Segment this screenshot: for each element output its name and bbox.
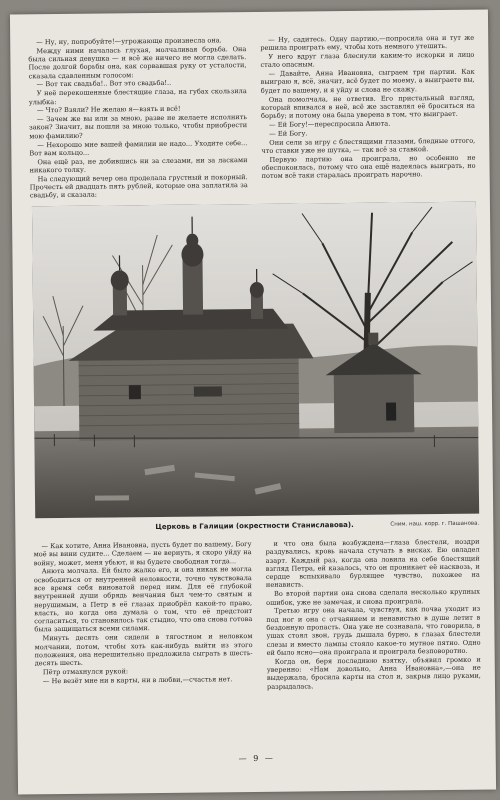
paragraph: Первую партию она проиграла, но особенно не обеспокоилась, потому что она ещё надеялась выиграть, но потом всё таки старалась проиграть нарочно.: [261, 153, 476, 181]
paragraph: Анюта молчала. Ей было жалко его, и она никак не могла освободиться от внутренней неловкости, точно чувствовала все время себя виноватой перед ним. Для её глубокой внутренней души обрядь венчания был чем-то святым и нерушимым, а Петр в её глазах приобрёл какой-то право, власть, но когда она думала о том, что её предстоит согласиться, то становилось так стыдно, что она снова готова была защищаться всеми силами.: [33, 565, 253, 634]
paragraph: — Ну, садитесь. Одну партию,—попросила она и тут же решила проиграть ему, чтобы хоть немного утешить.: [260, 33, 475, 53]
paragraph: — Как хотите, Анна Ивановна, пусть будет по вашему, Богу моё вы вини судите... Сделаем — не вернуть, я скоро уйду на войну, может, меня убьют, и вы будете свободная тогда...: [33, 540, 252, 567]
paragraph: На следующий вечер она проделала грустный и покорный. Прочесть ей двадцать пять рублей, которые она заплатила за свадьбу, и сказала:: [29, 172, 248, 200]
paragraph: — Что? Взяли? Не желаю я—взять и всё!: [36, 105, 181, 115]
caption-credit: Сним. наш. корр. г. Пашанова.: [390, 520, 480, 528]
paragraph: У неё перекошенные блестящие глаза, на губах скользила улыбка:: [28, 87, 247, 106]
text-column-bottom-left: [33, 540, 252, 686]
paragraph: — Не везёт мне ни в карты, ни в любви,—счастья нет.: [42, 674, 233, 685]
paragraph: — Давайте, Анна Ивановна, сыграем три партии. Как выиграю я, всё, значит, всё будет по моему, а выиграете вы, будет по вашему, и я уйду и слова не скажу.: [260, 67, 475, 95]
paragraph: Третью игру она начала, чувствуя, как почва уходит из под ног и она с отчаянием и ненавистью в душе летит в бездонную пропасть. Она уже не сознавала, что говорила, в ушах стоял звон, грудь дышала бурно, в глазах блестели слезы и вместо лампы стояло какое-то мутное пятно. Одно ей было ясно—она проиграла и проиграла безповоротно.: [266, 605, 481, 657]
paragraph: — Ей Богу!—переспросила Анюта.: [269, 119, 391, 129]
church-photo-illustration: [32, 202, 479, 519]
paragraph: Она помолчала, не ответив. Его пристальный взгляд, который впивался в неё, всё же заставлял её броситься на борьбу; и потому она была уверена в том, что выиграет.: [260, 93, 475, 121]
page-number: — 9 —: [238, 753, 275, 764]
text-column-top-left: [28, 36, 248, 200]
text-column-top-right: [260, 34, 476, 181]
photo-caption: [35, 519, 479, 536]
text-column-bottom-right: [265, 538, 481, 692]
paragraph: — Вот так свадьба!.. Вот это свадьба!..: [36, 79, 172, 89]
paragraph: и что она была возбуждена—глаза блестели, ноздри раздувались, кровь начала стучать в висках. Ею овладел азарт. Каждый раз, когда она ловила на себе блестящий взгляд Петра, ей казалось, что он проникает её насквозь, и сердце вспыхивало бурлящее чувство, похожее на ненависть.: [265, 537, 480, 590]
paragraph: Между ними началась глухая, молчаливая борьба. Она была сильная девушка — и всё же ничего не могла сделать. После долгой борьбы она, как сорвавшая руку от усталости, сказала сдавленным голосом:: [28, 44, 247, 81]
magazine-page: [10, 10, 496, 795]
paragraph: — Нехорошо мне вашей фамилии не надо... Уходите себе... Вот вам кольцо...: [29, 138, 248, 158]
paragraph: Они сели за игру с блестящими глазами, бледные оттого, что ставки уже не шутка, — так всё за ставкой.: [261, 136, 476, 155]
paragraph: Пётр отмахнулся рукой:: [42, 667, 129, 677]
paragraph: Минуть десять они сидели в тягостном и неловком молчании, потом, чтобы хоть как-нибудь выйти из этого положения, она нерешительно предложила сыграть в шесть-десять шесть.: [34, 632, 253, 668]
paragraph: — Зачем же вы или за мною, разве не желаете исполнить закон? Значит, вы пошли за мною только, чтобы приобрести мою фамилию?: [29, 113, 248, 141]
paragraph: Когда он, беря последнюю взятку, объявил громко и уверенно: «Нам довольно, Анна Ивановна»,—она не выдержала, бросила карты на стол и, закрыв лицо руками, разрыдалась.: [266, 655, 481, 691]
caption-title: Церковь в Галиции (окрестности Станиславова).: [155, 520, 354, 532]
paragraph: — Ей Богу.: [269, 129, 308, 138]
paragraph: Во второй партии она снова сделала несколько крупных ошибок, уже не замечая, и снова проиграла.: [266, 587, 481, 607]
paragraph: У него вдруг глаза блеснули каким-то искорки и лицо стало опасным.: [260, 50, 475, 70]
paragraph: Она ещё раз, не добившись ни за слезами, ни за ласками никакого толку.: [29, 155, 248, 175]
paragraph: — Ну, ну, попробуйте!—угрожающе произнесла она.: [36, 36, 222, 47]
church-photograph: [32, 202, 479, 519]
